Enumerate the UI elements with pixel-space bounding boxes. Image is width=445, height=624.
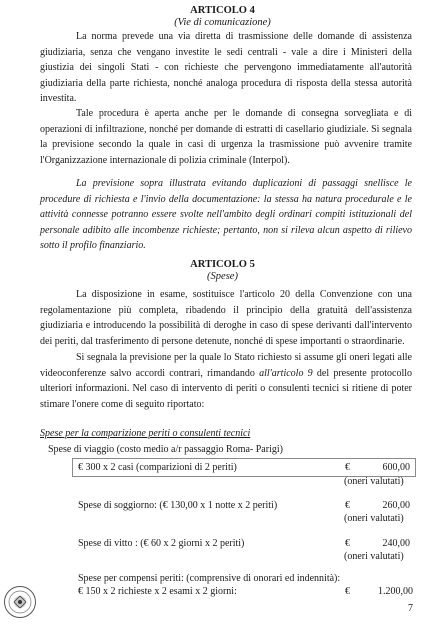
official-seal-stamp xyxy=(3,585,37,619)
travel-amount: 600,00 xyxy=(382,462,410,473)
fees-heading: Spese per compensi periti: (comprensive di onorari ed indennità): xyxy=(78,573,341,584)
article-5-subtitle: (Spese) xyxy=(207,271,238,282)
travel-formula: € 300 x 2 casi (comparizioni di 2 periti) xyxy=(78,462,237,473)
travel-heading: Spese di viaggio (costo medio a/r passaggio Roma- Parigi) xyxy=(48,444,283,455)
article-4-subtitle: (Vie di comunicazione) xyxy=(174,17,271,28)
article-4-paragraph-3: La previsione sopra illustrata evitando duplicazioni di passaggi snellisce le procedure di richiesta e l'invio della documentazione: la stessa ha natura procedurale e le attività connesse potranno essere svolte nell'ambito degli ordinari compiti istituzionali del personale adibito alle incombenze richieste; pertanto, non si rileva alcun aspetto di rilievo sotto il profilo finanziario. xyxy=(40,178,412,252)
stay-amount: 260,00 xyxy=(382,500,410,511)
article-4-paragraph-1: La norma prevede una via diretta di trasmissione delle domande di assistenza giudiziaria, senza che vengano investite le sedi centrali - vale a dire i Ministeri della giustizia dei singoli Stati - con richieste che pervengono immediatamente all'autorità giudiziaria della parte richiesta, nonché analoga procedura di risposta della stessa autorità investita. xyxy=(40,31,412,105)
article-5-paragraph-1: La disposizione in esame, sostituisce l'articolo 20 della Convenzione con una regolamentazione più completa, ribadendo il principio della gratuità dell'assistenza giudiziaria e introducendo la possibilità di deroghe in caso di spese derivanti dall'intervento dei periti, dal trasferimento di persone detenute, nonché di spese importanti o straordinarie. xyxy=(40,289,412,347)
travel-currency: € xyxy=(345,462,350,473)
stay-formula: Spese di soggiorno: (€ 130,00 x 1 notte x 2 periti) xyxy=(78,500,278,511)
fees-amount: 1.200,00 xyxy=(378,586,413,597)
stay-note: (oneri valutati) xyxy=(344,513,404,524)
food-formula: Spese di vitto : (€ 60 x 2 giorni x 2 periti) xyxy=(78,538,245,549)
fees-currency: € xyxy=(345,586,350,597)
travel-note: (oneri valutati) xyxy=(344,476,404,487)
article-5-title: ARTICOLO 5 xyxy=(190,259,255,270)
costs-section-title: Spese per la comparizione periti o consulenti tecnici xyxy=(40,428,251,439)
food-amount: 240,00 xyxy=(382,538,410,549)
food-note: (oneri valutati) xyxy=(344,551,404,562)
article-4-paragraph-2: Tale procedura è aperta anche per le domande di consegna sorvegliata e di operazioni di infiltrazione, nonché per domande di estratti di casellario giudiziale. Si segnala la previsione secondo la quale in casi di urgenza la trasmissione può avvenire tramite l'Organizzazione internazionale di polizia criminale (Interpol). xyxy=(40,108,412,166)
stay-currency: € xyxy=(345,500,350,511)
article-4-title: ARTICOLO 4 xyxy=(190,5,255,16)
fees-formula: € 150 x 2 richieste x 2 esami x 2 giorni: xyxy=(78,586,237,597)
page-number: 7 xyxy=(408,603,413,614)
article-5-paragraph-2: Si segnala la previsione per la quale lo Stato richiesto si assume gli oneri legati alle videoconferenze salvo accordi contrari, rimandando all'articolo 9 del presente protocollo ulteriori informazioni. Nel caso di intervento di periti o consulenti tecnici si ritiene di poter stimare l'onere come di seguito riportato: xyxy=(40,352,412,410)
food-currency: € xyxy=(345,538,350,549)
article-reference-link: all'articolo 9 xyxy=(259,367,313,379)
